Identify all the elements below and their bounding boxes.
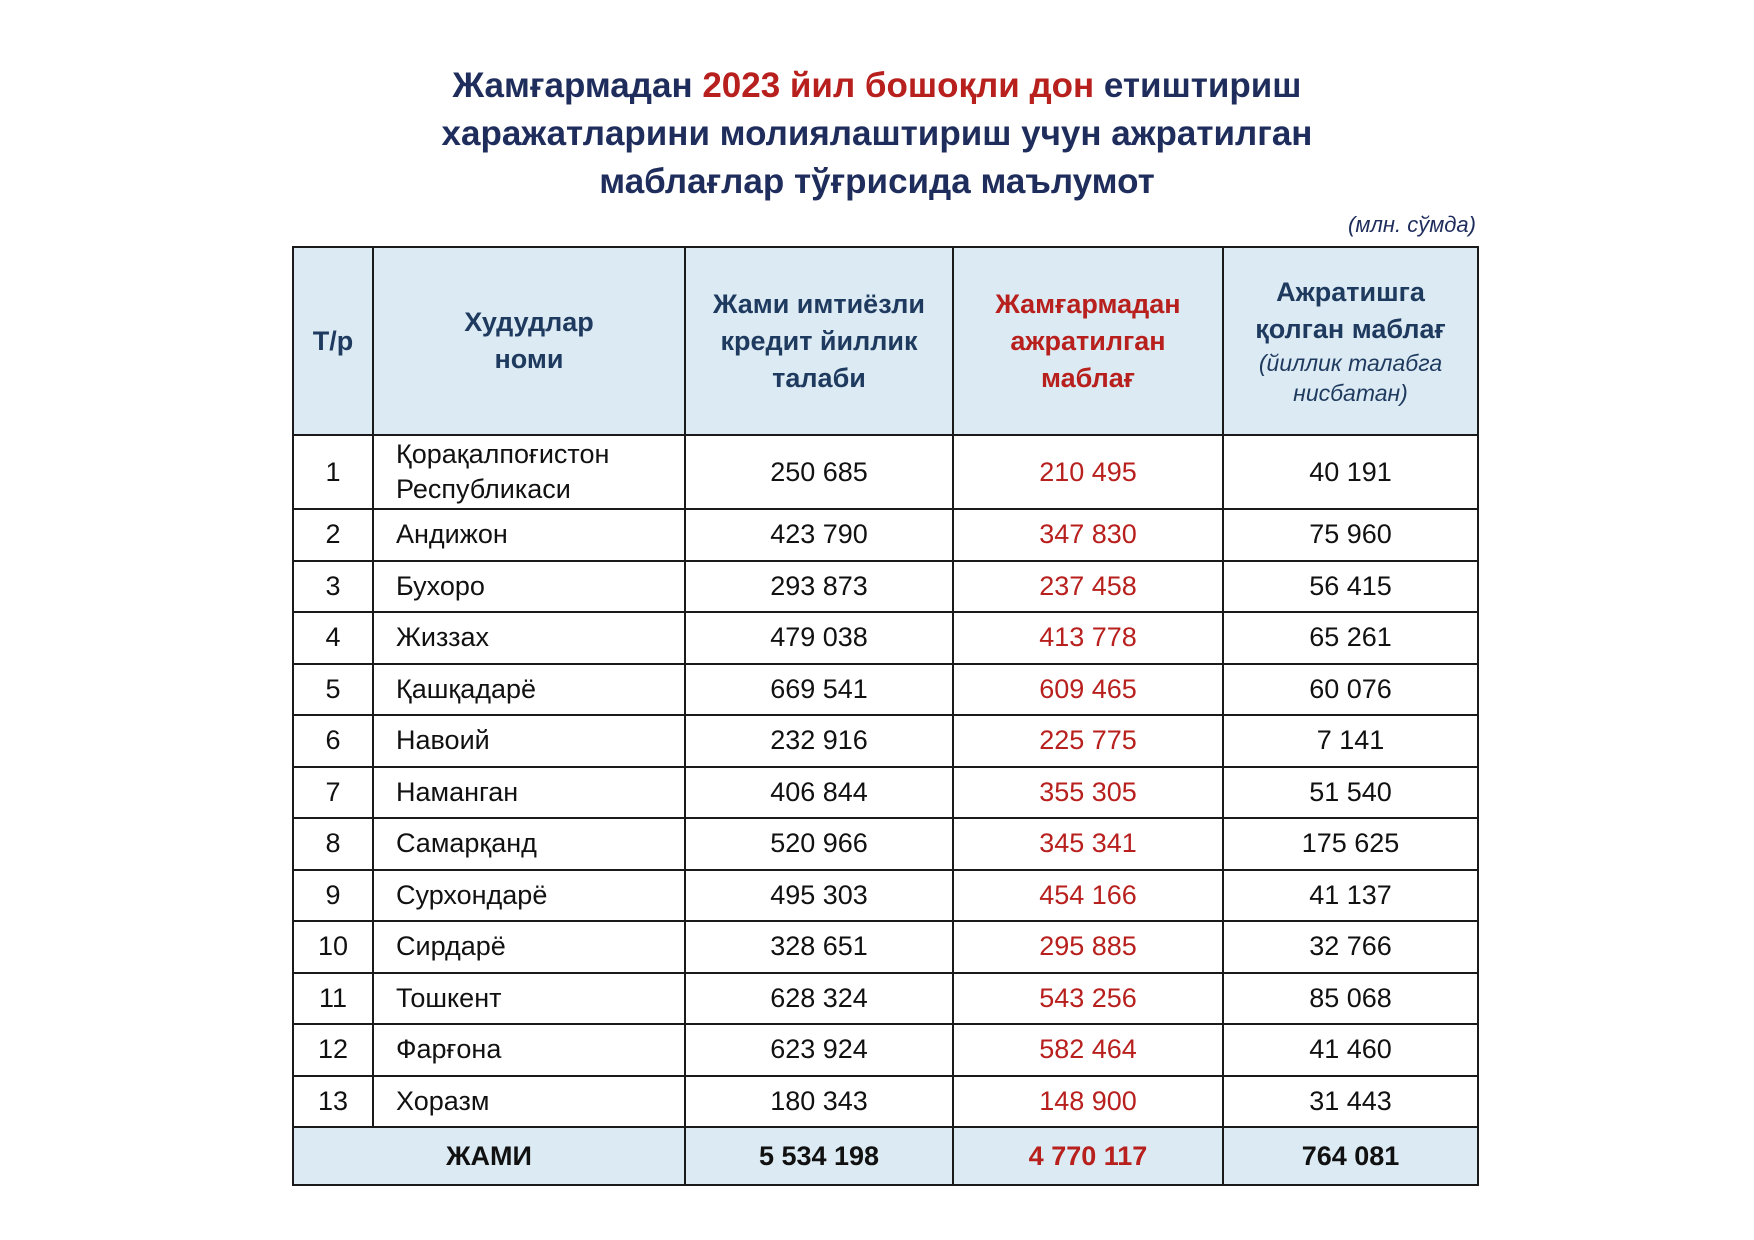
row-demand: 180 343 bbox=[685, 1076, 953, 1128]
row-demand: 495 303 bbox=[685, 870, 953, 922]
row-allocated: 609 465 bbox=[953, 664, 1223, 716]
row-demand: 232 916 bbox=[685, 715, 953, 767]
total-demand: 5 534 198 bbox=[685, 1127, 953, 1185]
title-highlight: 2023 йил бошоқли дон bbox=[702, 66, 1095, 105]
row-demand: 328 651 bbox=[685, 921, 953, 973]
allocation-table bbox=[292, 246, 1479, 1186]
row-num: 6 bbox=[293, 715, 373, 767]
table-row bbox=[293, 664, 1478, 716]
row-allocated: 355 305 bbox=[953, 767, 1223, 819]
table-row bbox=[293, 561, 1478, 613]
row-allocated: 543 256 bbox=[953, 973, 1223, 1025]
row-allocated: 345 341 bbox=[953, 818, 1223, 870]
table-row bbox=[293, 715, 1478, 767]
header-allocated-label: Жамғармадан ажратилган маблағ bbox=[995, 288, 1181, 393]
row-num: 4 bbox=[293, 612, 373, 664]
row-demand: 250 685 bbox=[685, 435, 953, 509]
row-num: 3 bbox=[293, 561, 373, 613]
table-row bbox=[293, 818, 1478, 870]
row-demand: 669 541 bbox=[685, 664, 953, 716]
header-num: Т/р bbox=[293, 247, 373, 435]
header-row bbox=[293, 247, 1478, 435]
table-row bbox=[293, 973, 1478, 1025]
row-remaining: 31 443 bbox=[1223, 1076, 1478, 1128]
row-region: Сурхондарё bbox=[373, 870, 685, 922]
row-allocated: 225 775 bbox=[953, 715, 1223, 767]
row-remaining: 41 460 bbox=[1223, 1024, 1478, 1076]
row-remaining: 7 141 bbox=[1223, 715, 1478, 767]
table-row bbox=[293, 1076, 1478, 1128]
row-num: 9 bbox=[293, 870, 373, 922]
row-remaining: 85 068 bbox=[1223, 973, 1478, 1025]
title-part-2: етиштириш bbox=[1094, 66, 1302, 105]
row-remaining: 40 191 bbox=[1223, 435, 1478, 509]
unit-note: (млн. сўмда) bbox=[1348, 212, 1476, 237]
header-remaining bbox=[1223, 247, 1478, 435]
row-region: Наманган bbox=[373, 767, 685, 819]
row-num: 7 bbox=[293, 767, 373, 819]
row-region: Фарғона bbox=[373, 1024, 685, 1076]
row-region: Навоий bbox=[373, 715, 685, 767]
row-num: 12 bbox=[293, 1024, 373, 1076]
row-region: Бухоро bbox=[373, 561, 685, 613]
row-allocated: 210 495 bbox=[953, 435, 1223, 509]
row-remaining: 60 076 bbox=[1223, 664, 1478, 716]
table-row bbox=[293, 870, 1478, 922]
header-region-label: Худудлар номи bbox=[464, 307, 594, 374]
row-allocated: 582 464 bbox=[953, 1024, 1223, 1076]
row-num: 13 bbox=[293, 1076, 373, 1128]
row-region: Андижон bbox=[373, 509, 685, 561]
table-row bbox=[293, 767, 1478, 819]
title-line-1 bbox=[0, 62, 1754, 110]
row-remaining: 65 261 bbox=[1223, 612, 1478, 664]
row-remaining: 56 415 bbox=[1223, 561, 1478, 613]
row-demand: 423 790 bbox=[685, 509, 953, 561]
row-remaining: 175 625 bbox=[1223, 818, 1478, 870]
row-region: Қашқадарё bbox=[373, 664, 685, 716]
row-num: 10 bbox=[293, 921, 373, 973]
table-row bbox=[293, 435, 1478, 509]
row-num: 1 bbox=[293, 435, 373, 509]
row-region: Хоразм bbox=[373, 1076, 685, 1128]
table-row bbox=[293, 1024, 1478, 1076]
header-allocated bbox=[953, 247, 1223, 435]
row-demand: 623 924 bbox=[685, 1024, 953, 1076]
row-region: Самарқанд bbox=[373, 818, 685, 870]
row-demand: 520 966 bbox=[685, 818, 953, 870]
title-line-2: харажатларини молиялаштириш учун ажратилган bbox=[441, 114, 1313, 153]
total-allocated: 4 770 117 bbox=[953, 1127, 1223, 1185]
page-title bbox=[0, 62, 1754, 206]
table-row bbox=[293, 612, 1478, 664]
row-allocated: 148 900 bbox=[953, 1076, 1223, 1128]
row-region: Сирдарё bbox=[373, 921, 685, 973]
total-row bbox=[293, 1127, 1478, 1185]
total-remaining: 764 081 bbox=[1223, 1127, 1478, 1185]
table-row bbox=[293, 921, 1478, 973]
row-remaining: 32 766 bbox=[1223, 921, 1478, 973]
row-allocated: 454 166 bbox=[953, 870, 1223, 922]
row-remaining: 41 137 bbox=[1223, 870, 1478, 922]
row-remaining: 51 540 bbox=[1223, 767, 1478, 819]
row-allocated: 295 885 bbox=[953, 921, 1223, 973]
row-allocated: 413 778 bbox=[953, 612, 1223, 664]
row-allocated: 237 458 bbox=[953, 561, 1223, 613]
row-num: 8 bbox=[293, 818, 373, 870]
row-demand: 479 038 bbox=[685, 612, 953, 664]
row-demand: 406 844 bbox=[685, 767, 953, 819]
header-remaining-label: Ажратишга қолган маблағ bbox=[1255, 277, 1446, 344]
title-line-3: маблағлар тўғрисида маълумот bbox=[599, 162, 1155, 201]
row-num: 5 bbox=[293, 664, 373, 716]
row-region: Қорақалпоғистон Республикаси bbox=[373, 435, 685, 509]
title-part-1: Жамғармадан bbox=[452, 66, 703, 105]
header-region bbox=[373, 247, 685, 435]
row-remaining: 75 960 bbox=[1223, 509, 1478, 561]
row-allocated: 347 830 bbox=[953, 509, 1223, 561]
table-body bbox=[293, 435, 1478, 1127]
row-demand: 293 873 bbox=[685, 561, 953, 613]
total-label: ЖАМИ bbox=[293, 1127, 685, 1185]
table-row bbox=[293, 509, 1478, 561]
header-demand bbox=[685, 247, 953, 435]
row-region: Тошкент bbox=[373, 973, 685, 1025]
header-demand-label: Жами имтиёзли кредит йиллик талаби bbox=[712, 288, 926, 393]
header-remaining-note: (йиллик талабга нисбатан) bbox=[1258, 350, 1443, 406]
row-num: 11 bbox=[293, 973, 373, 1025]
row-region: Жиззах bbox=[373, 612, 685, 664]
row-num: 2 bbox=[293, 509, 373, 561]
row-demand: 628 324 bbox=[685, 973, 953, 1025]
